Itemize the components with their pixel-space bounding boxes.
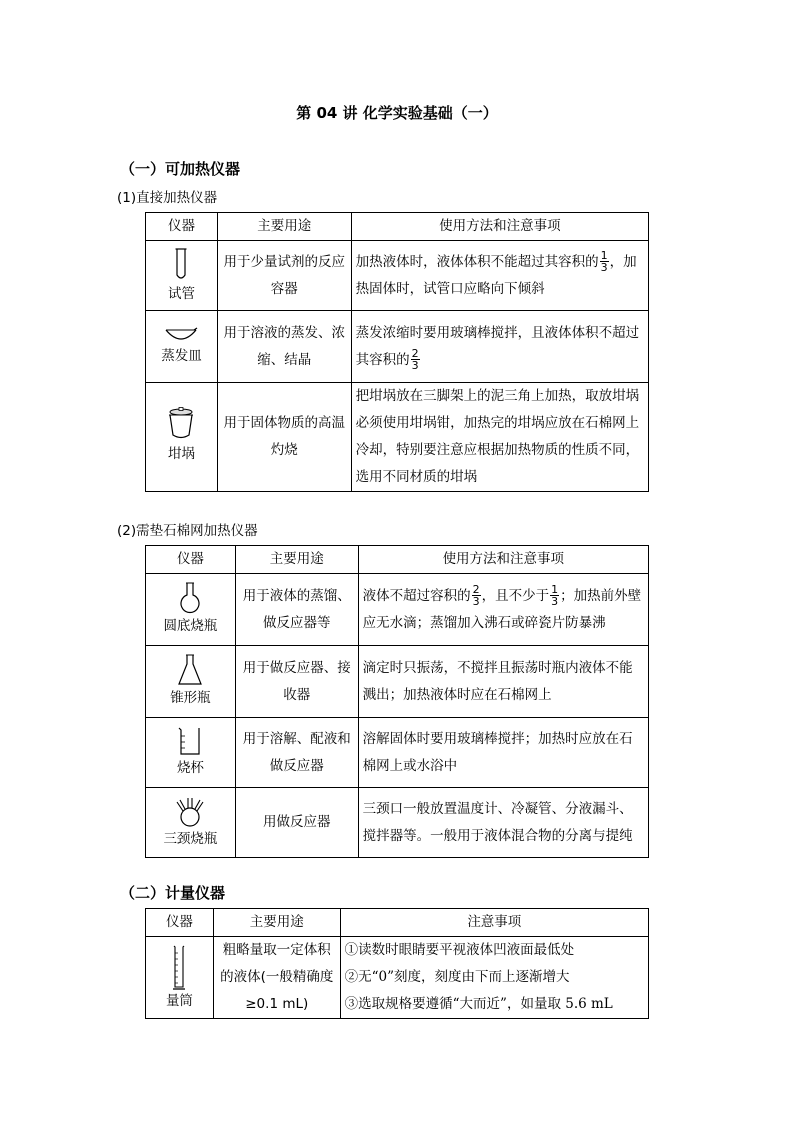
note-cell: 滴定时只振荡，不搅拌且振荡时瓶内液体不能溅出；加热液体时应在石棉网上	[358, 646, 648, 718]
evaporating-dish-icon	[164, 326, 198, 344]
instrument-cell	[146, 646, 236, 718]
note-cell: 加热液体时，液体体积不能超过其容积的 $\frac{1}{3}$ ，加热固体时，试管口应略向下倾斜	[351, 241, 648, 311]
table-header-row	[146, 546, 649, 574]
table-row	[146, 937, 649, 1019]
note-cell: 蒸发浓缩时要用玻璃棒搅拌，且液体体积不超过其容积的 $\frac{2}{3}$	[351, 311, 648, 383]
table-row	[146, 646, 649, 718]
table-header-row	[146, 213, 649, 241]
instrument-name: 坩埚	[167, 446, 195, 462]
note-cell: 液体不超过容积的 $\frac{2}{3}$ ，且不少于 $\frac{1}{3}$ ；加热前外壁应无水滴；蒸馏加入沸石或碎瓷片防暴沸	[358, 574, 648, 646]
graduated-cylinder-icon	[171, 945, 187, 991]
round-bottom-flask-icon	[178, 582, 202, 614]
conical-flask-icon	[177, 654, 203, 686]
instrument-name: 试管	[167, 285, 195, 302]
direct-heat-table	[145, 212, 649, 492]
test-tube-icon	[171, 247, 191, 283]
fraction: $\frac{2}{3}$	[411, 347, 419, 372]
fraction: $\frac{2}{3}$	[472, 583, 480, 608]
beaker-icon	[177, 726, 203, 756]
instrument-name: 量筒	[165, 992, 193, 1009]
note-line: ③选取规格要遵循“大而近”，如量取 5.6 mL	[344, 996, 613, 1012]
table-row	[146, 718, 649, 788]
header-use: 主要用途	[235, 546, 358, 574]
table-row	[146, 788, 649, 858]
header-instrument: 仪器	[146, 909, 214, 937]
note-line: ②无“0”刻度，刻度由下而上逐渐增大	[344, 969, 570, 985]
instrument-cell	[146, 311, 218, 383]
section-heading-heatable: （一）可加热仪器	[120, 160, 241, 178]
use-cell: 用于固体物质的高温灼烧	[217, 383, 351, 492]
subsection-heading-direct-heat: (1)直接加热仪器	[117, 190, 218, 206]
table-header-row	[146, 909, 649, 937]
table-row	[146, 311, 649, 383]
header-notes: 注意事项	[340, 909, 648, 937]
instrument-name: 蒸发皿	[161, 347, 202, 364]
table-row	[146, 241, 649, 311]
table-row	[146, 383, 649, 492]
note-cell: 把坩埚放在三脚架上的泥三角上加热，取放坩埚必须使用坩埚钳，加热完的坩埚应放在石棉网上冷却，特别要注意应根据加热物质的性质不同，选用不同材质的坩埚	[351, 383, 648, 492]
note-cell: 三颈口一般放置温度计、冷凝管、分液漏斗、搅拌器等。一般用于液体混合物的分离与提纯	[358, 788, 648, 858]
page-title: 第 04 讲 化学实验基础（一）	[296, 104, 498, 122]
instrument-name: 锥形瓶	[170, 689, 211, 706]
use-cell: 用于少量试剂的反应容器	[217, 241, 351, 311]
instrument-cell	[146, 788, 236, 858]
fraction: $\frac{1}{3}$	[551, 583, 559, 608]
use-cell: 用做反应器	[235, 788, 358, 858]
use-cell: 用于做反应器、接收器	[235, 646, 358, 718]
header-instrument: 仪器	[146, 213, 218, 241]
crucible-icon	[166, 407, 196, 441]
header-instrument: 仪器	[146, 546, 236, 574]
note-line: ①读数时眼睛要平视液体凹液面最低处	[344, 942, 575, 958]
instrument-cell	[146, 718, 236, 788]
instrument-cell	[146, 937, 214, 1019]
gauze-heat-table	[145, 545, 649, 858]
instrument-name: 烧杯	[176, 759, 204, 776]
instrument-name: 三颈烧瓶	[163, 830, 218, 847]
three-neck-flask-icon	[172, 796, 208, 828]
note-cell	[340, 937, 648, 1019]
section-heading-measuring: （二）计量仪器	[120, 884, 226, 902]
note-cell: 溶解固体时要用玻璃棒搅拌；加热时应放在石棉网上或水浴中	[358, 718, 648, 788]
header-method: 使用方法和注意事项	[358, 546, 648, 574]
header-method: 使用方法和注意事项	[351, 213, 648, 241]
instrument-cell	[146, 383, 218, 492]
use-cell: 用于液体的蒸馏、做反应器等	[235, 574, 358, 646]
measuring-table	[145, 908, 649, 1019]
instrument-cell	[146, 574, 236, 646]
header-use: 主要用途	[217, 213, 351, 241]
use-cell: 用于溶液的蒸发、浓缩、结晶	[217, 311, 351, 383]
table-row	[146, 574, 649, 646]
instrument-name: 圆底烧瓶	[163, 617, 218, 634]
use-cell: 用于溶解、配液和做反应器	[235, 718, 358, 788]
instrument-cell	[146, 241, 218, 311]
header-use: 主要用途	[213, 909, 340, 937]
subsection-heading-gauze-heat: (2)需垫石棉网加热仪器	[117, 523, 258, 539]
fraction: $\frac{1}{3}$	[600, 249, 608, 274]
use-cell: 粗略量取一定体积的液体(一般精确度≥0.1 mL)	[213, 937, 340, 1019]
